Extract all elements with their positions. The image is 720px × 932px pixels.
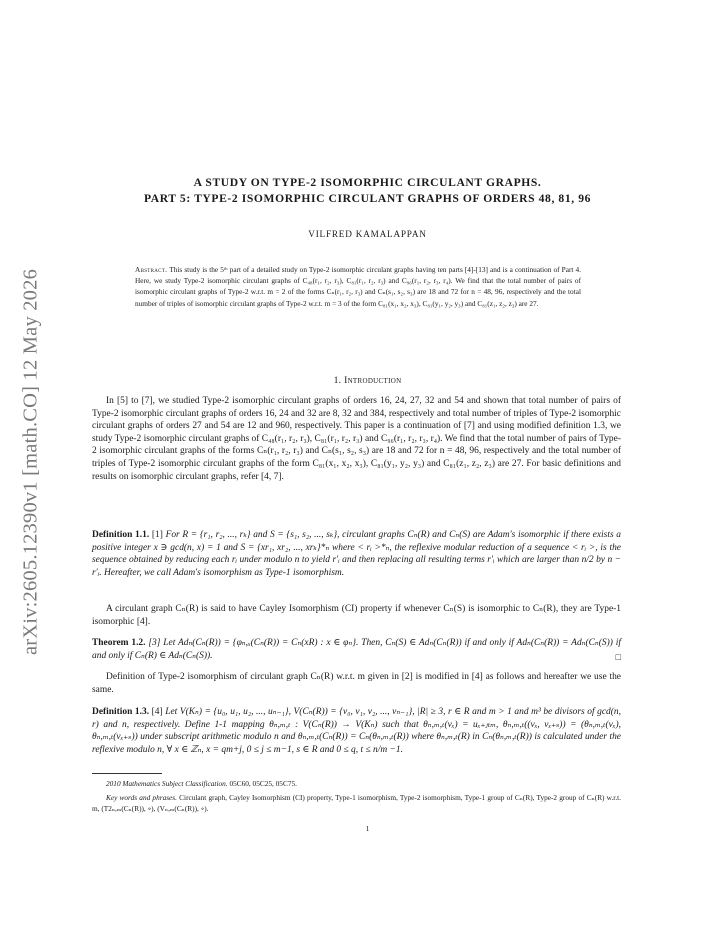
theorem-1-2-label: Theorem 1.2. [92, 638, 146, 648]
footnote-msc [92, 779, 621, 790]
paper-title-line-1: A STUDY ON TYPE-2 ISOMORPHIC CIRCULANT GRAPHS. [193, 176, 542, 189]
paper-title-line-2: PART 5: TYPE-2 ISOMORPHIC CIRCULANT GRAPHS OF ORDERS 48, 81, 96 [143, 192, 592, 205]
definition-1-1-text: For R = {r₁, r₂, ..., rₖ} and S = {s₁, s₂, ..., sₖ}, circulant graphs Cₙ(R) and Cₙ(S) are Adam's isomorphic if there exists a positive integer x ∋ gcd(n, x) = 1 and S = {xr₁, xr₂, ..., xrₖ}*ₙ where < rᵢ >*ₙ, the reflexive modular reduction of a sequence < rᵢ >, is the sequence obtained by reducing each rᵢ under modulo n to yield r′ᵢ and then replacing all resulting terms r′ᵢ which are larger than n/2 by n − r′ᵢ. Hereafter, we call Adam's isomorphism as Type-1 isomorphism. [92, 530, 622, 578]
abstract-label: Abstract. [135, 265, 168, 274]
footnote-rule [92, 773, 162, 774]
page-number: 1 [365, 824, 370, 833]
theorem-1-2-text: [3] Let Adₙ(Cₙ(R)) = {φₙ,ₓ(Cₙ(R)) = Cₙ(xR) : x ∈ φₙ}. Then, Cₙ(S) ∈ Adₙ(Cₙ(R)) if and only if Adₙ(Cₙ(R)) = Adₙ(Cₙ(S)) if and only if Cₙ(R) ∈ Adₙ(Cₙ(S)). [92, 638, 621, 661]
msc-codes: 05C60, 05C25, 05C75. [229, 779, 297, 788]
definition-1-3 [92, 706, 621, 756]
section-heading-introduction: 1. Introduction [333, 375, 402, 386]
keywords-label: Key words and phrases. [106, 793, 177, 802]
abstract [135, 264, 581, 309]
msc-label: 2010 Mathematics Subject Classification. [106, 779, 228, 788]
definition-1-1 [92, 529, 621, 579]
definition-1-1-ref: [1] [151, 530, 163, 540]
definition-1-3-text: Let V(Kₙ) = {u₀, u₁, u₂, ..., uₙ₋₁}, V(Cₙ(R)) = {v₀, v₁, v₂, ..., vₙ₋₁}, |R| ≥ 3, r ∈ R and m > 1 and m³ be divisors of gcd(n, r) and n, respectively. Define 1-1 mapping θₙ,ₘ,ₜ : V(Cₙ(R)) → V(Kₙ) such that θₙ,ₘ,ₜ(vₓ) = uₓ₊ⱼₜₘ, θₙ,ₘ,ₜ((vₓ, vₓ₊ₛ)) = (θₙ,ₘ,ₜ(vₓ), θₙ,ₘ,ₜ(vₓ₊ₛ)) under subscript arithmetic modulo n and θₙ,ₘ,ₜ(Cₙ(R)) = Cₙ(θₙ,ₘ,ₜ(R)) where θₙ,ₘ,ₜ(R) in Cₙ(θₙ,ₘ,ₜ(R)) is calculated under the reflexive modulo n, ∀ x ∈ ℤₙ, x = qm+j, 0 ≤ j ≤ m−1, s ∈ R and 0 ≤ q, t ≤ n/m −1. [92, 707, 621, 755]
arxiv-identifier: arXiv:2605.12390v1 [math.CO] 12 May 2026 [19, 268, 42, 656]
qed-symbol: □ [615, 651, 621, 662]
abstract-text: This study is the 5ᵗʰ part of a detailed study on Type-2 isomorphic circulant graphs having ten parts [4]-[13] and is a continuation of Part 4. Here, we study Type-2 isomorphic circulant graphs of C₄₈(r₁, r₂, r₃), C₈₁(r₁, r₂, r₃) and C₉₆(r₁, r₂, r₃, r₄). We find that the total number of pairs of isomorphic circulant graphs of Type-2 w.r.t. m = 2 of the forms Cₙ(r₁, r₂, r₃) and Cₙ(s₁, s₂, s₃) are 18 and 72 for n = 48, 96, respectively and the total number of triples of isomorphic circulant graphs of Type-2 w.r.t. m = 3 of the form C₈₁(x₁, x₂, x₃), C₈₁(y₁, y₂, y₃) and C₈₁(z₁, z₂, z₃) are 27. [135, 265, 581, 308]
cayley-paragraph: A circulant graph Cₙ(R) is said to have Cayley Isomorphism (CI) property if whenever Cₙ(S) is isomorphic to Cₙ(R), they are Type-1 isomorphic [4]. [92, 604, 621, 627]
modified-definition-paragraph: Definition of Type-2 isomorphism of circulant graph Cₙ(R) w.r.t. m given in [2] is modified in [4] as follows and hereafter we use the same. [92, 672, 621, 695]
keywords-text: Circulant graph, Cayley Isomorphism (CI) property, Type-1 isomorphism, Type-2 isomorphism, Type-1 group of Cₙ(R), Type-2 group of Cₙ(R) w.r.t. m, (T2ₙ,ₘ(Cₙ(R)), ∘), (Vₙ,ₘ(Cₙ(R)), ∘). [92, 793, 622, 813]
intro-paragraph: In [5] to [7], we studied Type-2 isomorphic circulant graphs of orders 16, 24, 27, 32 and 54 and shown that total number of pairs of Type-2 isomorphic circulant graphs of orders 16, 24 and 32 are 8, 32 and 384, respectively and total number of triples of Type-2 isomorphic circulant graphs of orders 27 and 54 are 12 and 960, respectively. This paper is a continuation of [7] and using modified definition 1.3, we study Type-2 isomorphic circulant graphs of C₄₈(r₁, r₂, r₃), C₈₁(r₁, r₂, r₃) and C₉₆(r₁, r₂, r₃, r₄). We find that the total number of pairs of Type-2 isomorphic circulant graphs of the forms Cₙ(r₁, r₂, r₃) and Cₙ(s₁, s₂, s₃) are 18 and 72 for n = 48, 96, respectively and the total number of triples of Type-2 isomorphic circulant graphs of the form C₈₁(x₁, x₂, x₃), C₈₁(y₁, y₂, y₃) and C₈₁(z₁, z₂, z₃) are 27. For basic definitions and results on isomorphic circulant graphs, refer [4, 7]. [92, 396, 621, 482]
theorem-1-2 [92, 637, 621, 663]
definition-1-1-label: Definition 1.1. [92, 530, 150, 540]
definition-1-3-label: Definition 1.3. [92, 707, 150, 717]
footnote-keywords [92, 793, 621, 814]
author-name: VILFRED KAMALAPPAN [308, 229, 427, 239]
arxiv-sidebar-stamp [16, 236, 46, 688]
definition-1-3-ref: [4] [151, 707, 163, 717]
